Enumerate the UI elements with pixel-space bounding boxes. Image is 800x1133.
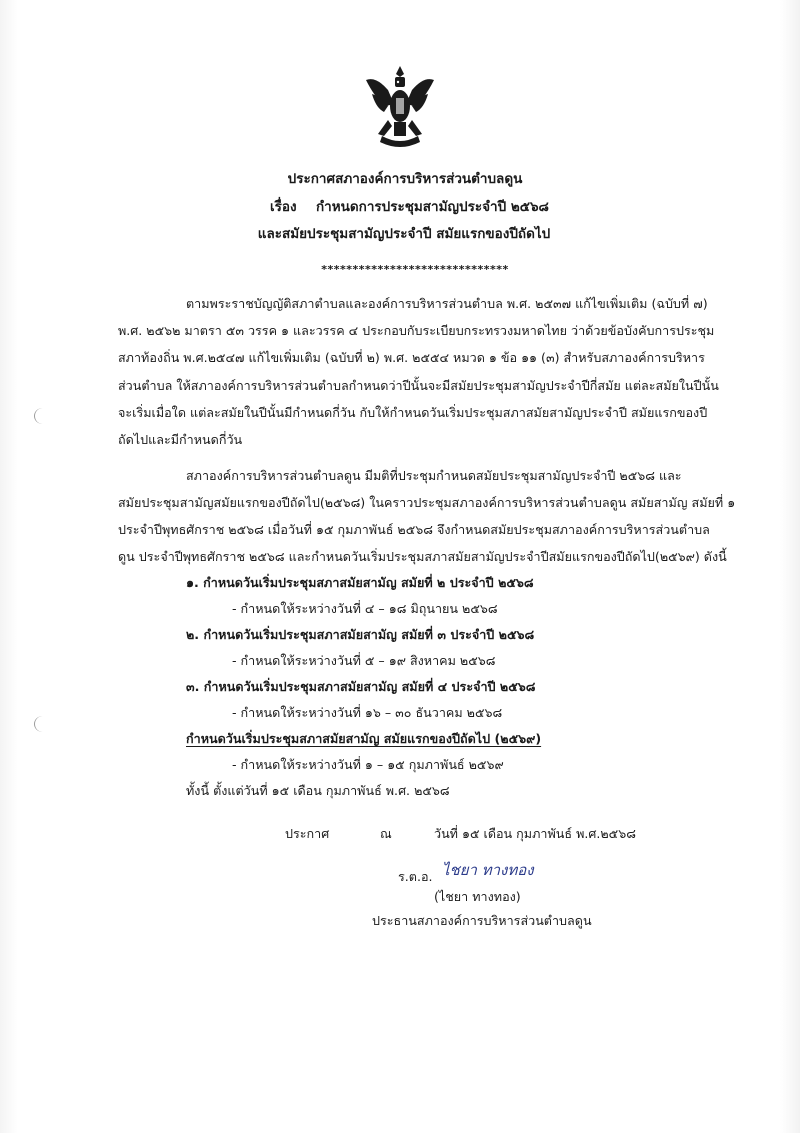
- paragraph-1-line: สภาท้องถิ่น พ.ศ.๒๕๔๗ แก้ไขเพิ่มเติม (ฉบับที่ ๒) พ.ศ. ๒๕๕๔ หมวด ๑ ข้อ ๑๑ (๓) สำหรับสภาองค์การบริหาร: [118, 350, 705, 365]
- session-item-title: กำหนดวันเริ่มประชุมสภาสมัยสามัญ สมัยแรกของปีถัดไป (๒๕๖๙): [186, 731, 542, 746]
- subject-subtitle: และสมัยประชุมสามัญประจำปี สมัยแรกของปีถัดไป: [257, 226, 551, 242]
- paragraph-1-line: พ.ศ. ๒๕๖๒ มาตรา ๕๓ วรรค ๑ และวรรค ๔ ประกอบกับระเบียบกระทรวงมหาดไทย ว่าด้วยข้อบังคับการประชุม: [118, 323, 715, 338]
- signatory-position: ประธานสภาองค์การบริหารส่วนตำบลดูน: [372, 913, 592, 928]
- at-word: ณ: [380, 826, 392, 841]
- paragraph-1-line: ถัดไปและมีกำหนดกี่วัน: [118, 432, 243, 447]
- garuda-emblem-icon: [358, 62, 442, 150]
- paragraph-2-line: สภาองค์การบริหารส่วนตำบลดูน มีมติที่ประชุมกำหนดสมัยประชุมสามัญประจำปี ๒๕๖๘ และ: [186, 468, 682, 483]
- session-item-detail: - กำหนดให้ระหว่างวันที่ ๔ – ๑๘ มิถุนายน ๒๕๖๘: [232, 601, 498, 616]
- handwritten-signature: ไชยา ทางทอง: [442, 861, 534, 879]
- session-item-detail: - กำหนดให้ระหว่างวันที่ ๕ – ๑๙ สิงหาคม ๒๕๖๘: [232, 653, 496, 668]
- paragraph-1-line: จะเริ่มเมื่อใด แต่ละสมัยในปีนั้นมีกำหนดกี่วัน กับให้กำหนดวันเริ่มประชุมสภาสมัยสามัญประจำปี สมัยแรกของปี: [118, 405, 708, 420]
- punch-hole: [34, 408, 51, 424]
- announce-date: วันที่ ๑๕ เดือน กุมภาพันธ์ พ.ศ.๒๕๖๘: [434, 826, 636, 841]
- announcement-title: ประกาศสภาองค์การบริหารส่วนตำบลดูน: [287, 171, 523, 187]
- paragraph-1-line: ส่วนตำบล ให้สภาองค์การบริหารส่วนตำบลกำหนดว่าปีนั้นจะมีสมัยประชุมสามัญประจำปีกี่สมัย แต่ละสมัยในปีนั้น: [118, 378, 719, 393]
- certified-rank: ร.ต.อ.: [398, 869, 433, 884]
- session-item-detail: - กำหนดให้ระหว่างวันที่ ๑๖ – ๓๐ ธันวาคม ๒๕๖๘: [232, 705, 503, 720]
- session-item-detail: - กำหนดให้ระหว่างวันที่ ๑ – ๑๕ กุมภาพันธ์ ๒๕๖๙: [232, 757, 504, 772]
- paragraph-2-line: ประจำปีพุทธศักราช ๒๕๖๘ เมื่อวันที่ ๑๕ กุมภาพันธ์ ๒๕๖๘ จึงกำหนดสมัยประชุมสภาองค์การบริหารส่วนตำบล: [118, 522, 710, 537]
- signatory-name: (ไชยา ทางทอง): [434, 889, 521, 904]
- paragraph-2-line: ดูน ประจำปีพุทธศักราช ๒๕๖๘ และกำหนดวันเริ่มประชุมสภาสมัยสามัญประจำปีสมัยแรกของปีถัดไป(๒๕๖๙) ดังนี้: [118, 549, 727, 564]
- announce-word: ประกาศ: [285, 826, 330, 841]
- star-divider: ******************************: [321, 263, 509, 276]
- session-item-title: ๓. กำหนดวันเริ่มประชุมสภาสมัยสามัญ สมัยที่ ๔ ประจำปี ๒๕๖๘: [186, 679, 536, 694]
- subject-label: เรื่อง: [270, 199, 297, 215]
- effective-date: ทั้งนี้ ตั้งแต่วันที่ ๑๕ เดือน กุมภาพันธ์ พ.ศ. ๒๕๖๘: [186, 783, 450, 798]
- session-item-title: ๒. กำหนดวันเริ่มประชุมสภาสมัยสามัญ สมัยที่ ๓ ประจำปี ๒๕๖๘: [186, 627, 535, 642]
- paragraph-1-line: ตามพระราชบัญญัติสภาตำบลและองค์การบริหารส่วนตำบล พ.ศ. ๒๕๓๗ แก้ไขเพิ่มเติม (ฉบับที่ ๗): [186, 296, 708, 311]
- punch-hole: [34, 716, 51, 732]
- subject-title: กำหนดการประชุมสามัญประจำปี ๒๕๖๘: [316, 199, 549, 215]
- paragraph-2-line: สมัยประชุมสามัญสมัยแรกของปีถัดไป(๒๕๖๘) ในคราวประชุมสภาองค์การบริหารส่วนตำบลดูน สมัยสามัญ สมัยที่ ๑: [118, 495, 736, 510]
- session-item-title: ๑. กำหนดวันเริ่มประชุมสภาสมัยสามัญ สมัยที่ ๒ ประจำปี ๒๕๖๘: [186, 575, 534, 590]
